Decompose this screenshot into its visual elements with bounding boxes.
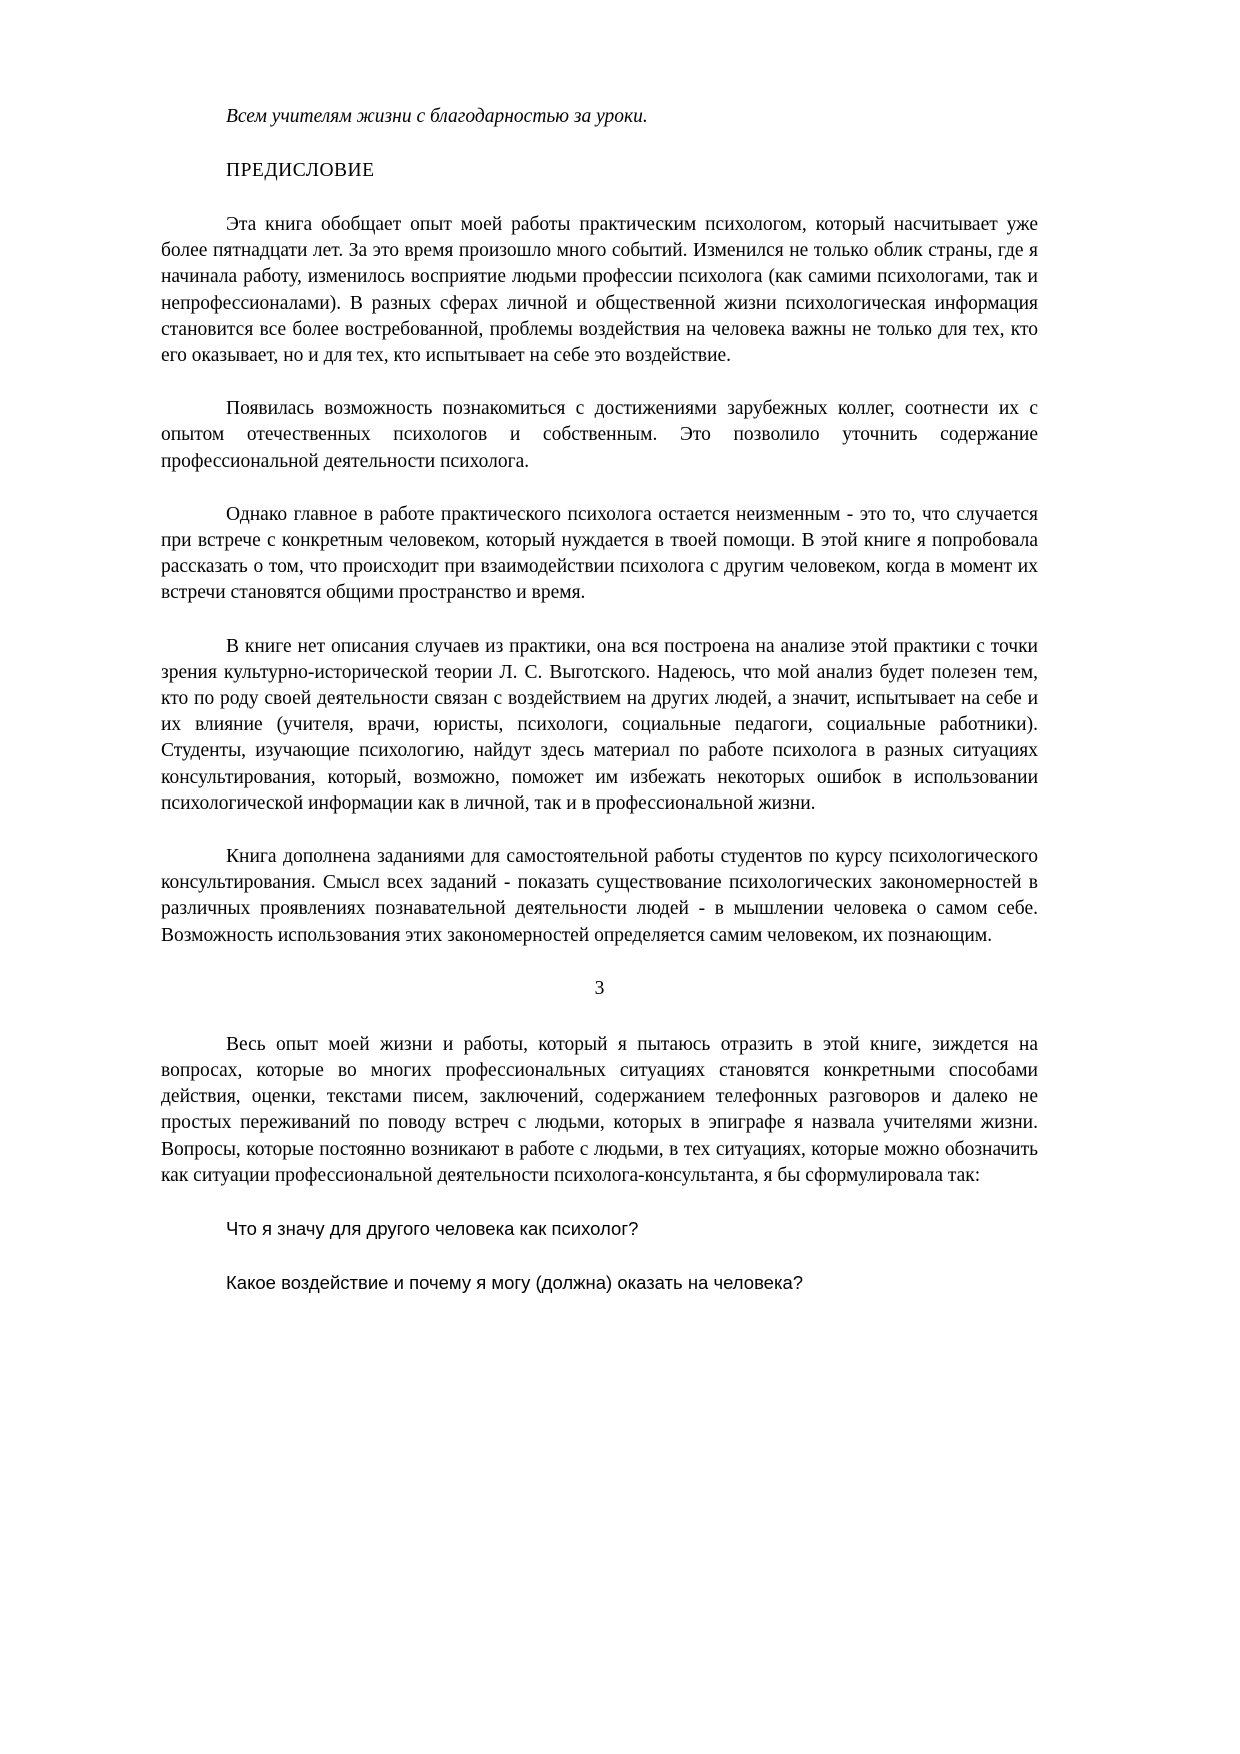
epigraph: Всем учителям жизни с благодарностью за уроки.: [226, 106, 648, 127]
question-line: Какое воздействие и почему я могу (должна) оказать на человека?: [226, 1272, 804, 1294]
paragraph: Однако главное в работе практического психолога остается неизменным - это то, что случается при встрече с конкретным человеком, который нуждается в твоей помощи. В этой книге я попробовала рассказать о том, что происходит при взаимодействии психолога с другим человеком, когда в момент их встречи становятся общими пространство и время.: [161, 503, 1038, 604]
paragraph: В книге нет описания случаев из практики, она вся построена на анализе этой практики с точки зрения культурно-исторической теории Л. С. Выготского. Надеюсь, что мой анализ будет полезен тем, кто по роду своей деятельности связан с воздействием на других людей, а значит, испытывает на себе и их влияние (учителя, врачи, юристы, психологи, социальные педагоги, социальные работники). Студенты, изучающие психологию, найдут здесь материал по работе психолога в разных ситуациях консультирования, который, возможно, поможет им избежать некоторых ошибок в использовании психологической информации как в личной, так и в профессиональной жизни.: [161, 635, 1038, 814]
section-heading: ПРЕДИСЛОВИЕ: [226, 160, 375, 181]
paragraph: Весь опыт моей жизни и работы, который я пытаюсь отразить в этой книге, зиждется на вопросах, которые во многих профессиональных ситуациях становятся конкретными способами действия, оценки, текстами писем, заключений, содержанием телефонных разговоров и далеко не простых переживаний по поводу встреч с людьми, которых в эпиграфе я назвала учителями жизни. Вопросы, которые постоянно возникают в работе с людьми, в тех ситуациях, которые можно обозначить как ситуации профессиональной деятельности психолога-консультанта, я бы сформулировала так:: [161, 1033, 1038, 1186]
paragraph: Появилась возможность познакомиться с достижениями зарубежных коллег, соотнести их с опытом отечественных психологов и собственным. Это позволило уточнить содержание профессиональной деятельности психолога.: [161, 398, 1038, 472]
paragraph: Книга дополнена заданиями для самостоятельной работы студентов по курсу психологического консультирования. Смысл всех заданий - показать существование психологических закономерностей в различных проявлениях познавательной деятельности людей - в мышлении человека о самом себе. Возможность использования этих закономерностей определяется самим человеком, их познающим.: [161, 846, 1038, 946]
page-number: 3: [594, 977, 605, 999]
question-line: Что я значу для другого человека как психолог?: [226, 1218, 639, 1240]
paragraph: Эта книга обобщает опыт моей работы практическим психологом, который насчитывает уже более пятнадцати лет. За это время произошло много событий. Изменился не только облик страны, где я начинала работу, изменилось восприятие людьми профессии психолога (как самими психологами, так и непрофессионалами). В разных сферах личной и общественной жизни психологическая информация становится все более востребованной, проблемы воздействия на человека важны не только для тех, кто его оказывает, но и для тех, кто испытывает на себе это воздействие.: [161, 214, 1038, 367]
